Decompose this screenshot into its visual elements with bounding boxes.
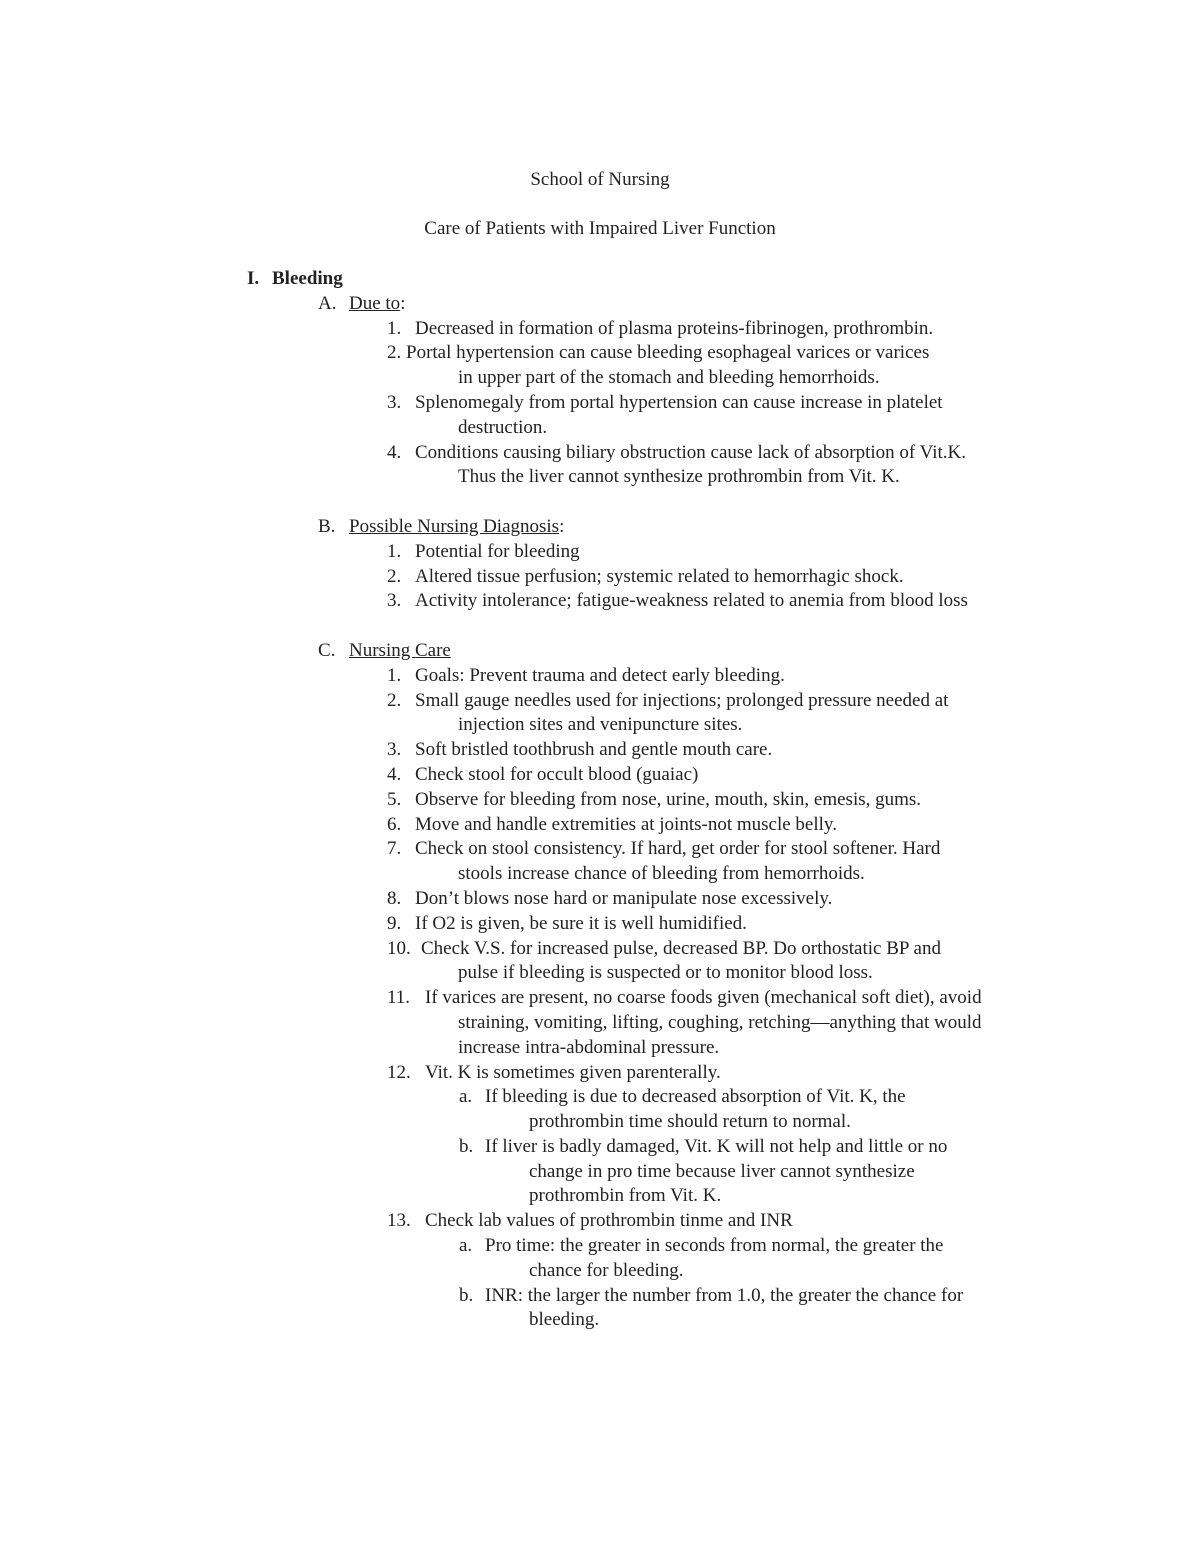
list-item (0, 1209, 1200, 1234)
item-number: 2. (387, 565, 402, 587)
sub-list-item-continuation: change in pro time because liver cannot synthesize (529, 1160, 915, 1182)
list-item (0, 887, 1200, 912)
item-text: Conditions causing biliary obstruction cause lack of absorption of Vit.K. (415, 441, 966, 463)
item-text: If O2 is given, be sure it is well humidified. (415, 912, 747, 934)
item-number: 13. (387, 1210, 411, 1232)
section-heading (0, 267, 1200, 292)
item-text: Potential for bleeding (415, 540, 580, 562)
sub-item-text: If liver is badly damaged, Vit. K will not help and little or no (485, 1135, 948, 1157)
item-text: Check lab values of prothrombin tinme and INR (425, 1210, 793, 1232)
item-text: Move and handle extremities at joints-not muscle belly. (415, 813, 837, 835)
item-text: If varices are present, no coarse foods given (mechanical soft diet), avoid (425, 987, 982, 1009)
item-number: 10. (387, 937, 411, 959)
list-item-continuation: stools increase chance of bleeding from hemorrhoids. (458, 863, 865, 885)
item-text: Soft bristled toothbrush and gentle mouth care. (415, 739, 773, 761)
sub-list-item-continuation: prothrombin from Vit. K. (529, 1185, 722, 1207)
list-item (0, 986, 1200, 1011)
subsection-diagnosis (0, 515, 1200, 540)
item-number: 5. (387, 788, 402, 810)
sub-item-letter: b. (459, 1135, 474, 1157)
list-item (0, 540, 1200, 565)
subsection-letter: C. (318, 639, 336, 661)
item-number: 4. (387, 763, 402, 785)
item-text: Activity intolerance; fatigue-weakness related to anemia from blood loss (415, 590, 968, 612)
list-item-continuation: destruction. (458, 416, 548, 438)
list-item (0, 317, 1200, 342)
sub-item-letter: a. (459, 1235, 473, 1257)
item-number: 7. (387, 838, 402, 860)
list-item-continuation: pulse if bleeding is suspected or to monitor blood loss. (458, 962, 873, 984)
list-item (0, 937, 1200, 962)
sub-item-text: INR: the larger the number from 1.0, the greater the chance for (485, 1284, 964, 1306)
list-item-continuation: straining, vomiting, lifting, coughing, retching—anything that would (458, 1011, 982, 1033)
section-number: I. (247, 268, 260, 289)
subsection-label: Possible Nursing Diagnosis (349, 515, 560, 537)
item-text: Observe for bleeding from nose, urine, mouth, skin, emesis, gums. (415, 788, 922, 810)
item-number: 9. (387, 912, 402, 934)
subsection-suffix: : (559, 515, 565, 537)
item-number: 3. (387, 590, 402, 612)
list-item-continuation: injection sites and venipuncture sites. (458, 714, 743, 736)
sub-list-item (0, 1135, 1200, 1160)
item-number: 2. (387, 689, 402, 711)
item-text: Check on stool consistency. If hard, get order for stool softener. Hard (415, 838, 941, 860)
subsection-nursing-care (0, 639, 1200, 664)
item-text: Check stool for occult blood (guaiac) (415, 763, 699, 785)
list-item (0, 391, 1200, 416)
list-item (0, 565, 1200, 590)
outline (0, 267, 1200, 1333)
list-item (0, 813, 1200, 838)
list-item (0, 441, 1200, 466)
sub-item-text: Pro time: the greater in seconds from normal, the greater the (485, 1235, 944, 1257)
section-title: Bleeding (272, 268, 343, 289)
list-item (0, 738, 1200, 763)
item-number: 4. (387, 441, 402, 463)
sub-item-letter: b. (459, 1284, 474, 1306)
subsection-letter: A. (318, 292, 337, 314)
sub-item-text: If bleeding is due to decreased absorption of Vit. K, the (485, 1086, 906, 1108)
item-text: Small gauge needles used for injections; prolonged pressure needed at (415, 689, 949, 711)
list-item (0, 763, 1200, 788)
item-text: Goals: Prevent trauma and detect early bleeding. (415, 664, 785, 686)
list-item (0, 664, 1200, 689)
item-text: Portal hypertension can cause bleeding esophageal varices or varices (406, 342, 930, 364)
item-number: 2. (387, 342, 402, 364)
list-item (0, 788, 1200, 813)
item-number: 11. (387, 987, 411, 1009)
sub-list-item (0, 1234, 1200, 1259)
list-item (0, 341, 1200, 366)
list-item-continuation: in upper part of the stomach and bleeding hemorrhoids. (458, 367, 880, 389)
item-text: Vit. K is sometimes given parenterally. (425, 1061, 721, 1083)
school-name: School of Nursing (530, 169, 670, 190)
sub-list-item-continuation: chance for bleeding. (529, 1259, 684, 1281)
list-item (0, 912, 1200, 937)
list-item (0, 1061, 1200, 1086)
item-number: 8. (387, 887, 402, 909)
sub-list-item-continuation: prothrombin time should return to normal. (529, 1111, 851, 1133)
subsection-label: Nursing Care (349, 639, 451, 661)
item-text: Don’t blows nose hard or manipulate nose excessively. (415, 887, 833, 909)
item-number: 3. (387, 391, 402, 413)
document-title: Care of Patients with Impaired Liver Function (424, 218, 776, 239)
item-number: 12. (387, 1061, 411, 1083)
subsection-suffix: : (400, 292, 406, 314)
subsection-due-to (0, 292, 1200, 317)
sub-list-item-continuation: bleeding. (529, 1309, 600, 1331)
sub-item-letter: a. (459, 1086, 473, 1108)
item-text: Check V.S. for increased pulse, decreased BP. Do orthostatic BP and (421, 937, 941, 959)
item-number: 1. (387, 317, 402, 339)
list-item (0, 689, 1200, 714)
item-number: 1. (387, 664, 402, 686)
sub-list-item (0, 1284, 1200, 1309)
item-text: Splenomegaly from portal hypertension can cause increase in platelet (415, 391, 943, 413)
list-item (0, 837, 1200, 862)
list-item (0, 589, 1200, 614)
item-number: 6. (387, 813, 402, 835)
spacer (0, 614, 1200, 639)
list-item-continuation: increase intra-abdominal pressure. (458, 1036, 720, 1058)
list-item-continuation: Thus the liver cannot synthesize prothrombin from Vit. K. (458, 466, 900, 488)
subsection-letter: B. (318, 515, 336, 537)
item-number: 1. (387, 540, 402, 562)
item-text: Decreased in formation of plasma proteins-fibrinogen, prothrombin. (415, 317, 934, 339)
sub-list-item (0, 1085, 1200, 1110)
item-number: 3. (387, 739, 402, 761)
subsection-label: Due to (349, 292, 401, 314)
item-text: Altered tissue perfusion; systemic related to hemorrhagic shock. (415, 565, 904, 587)
spacer (0, 490, 1200, 515)
